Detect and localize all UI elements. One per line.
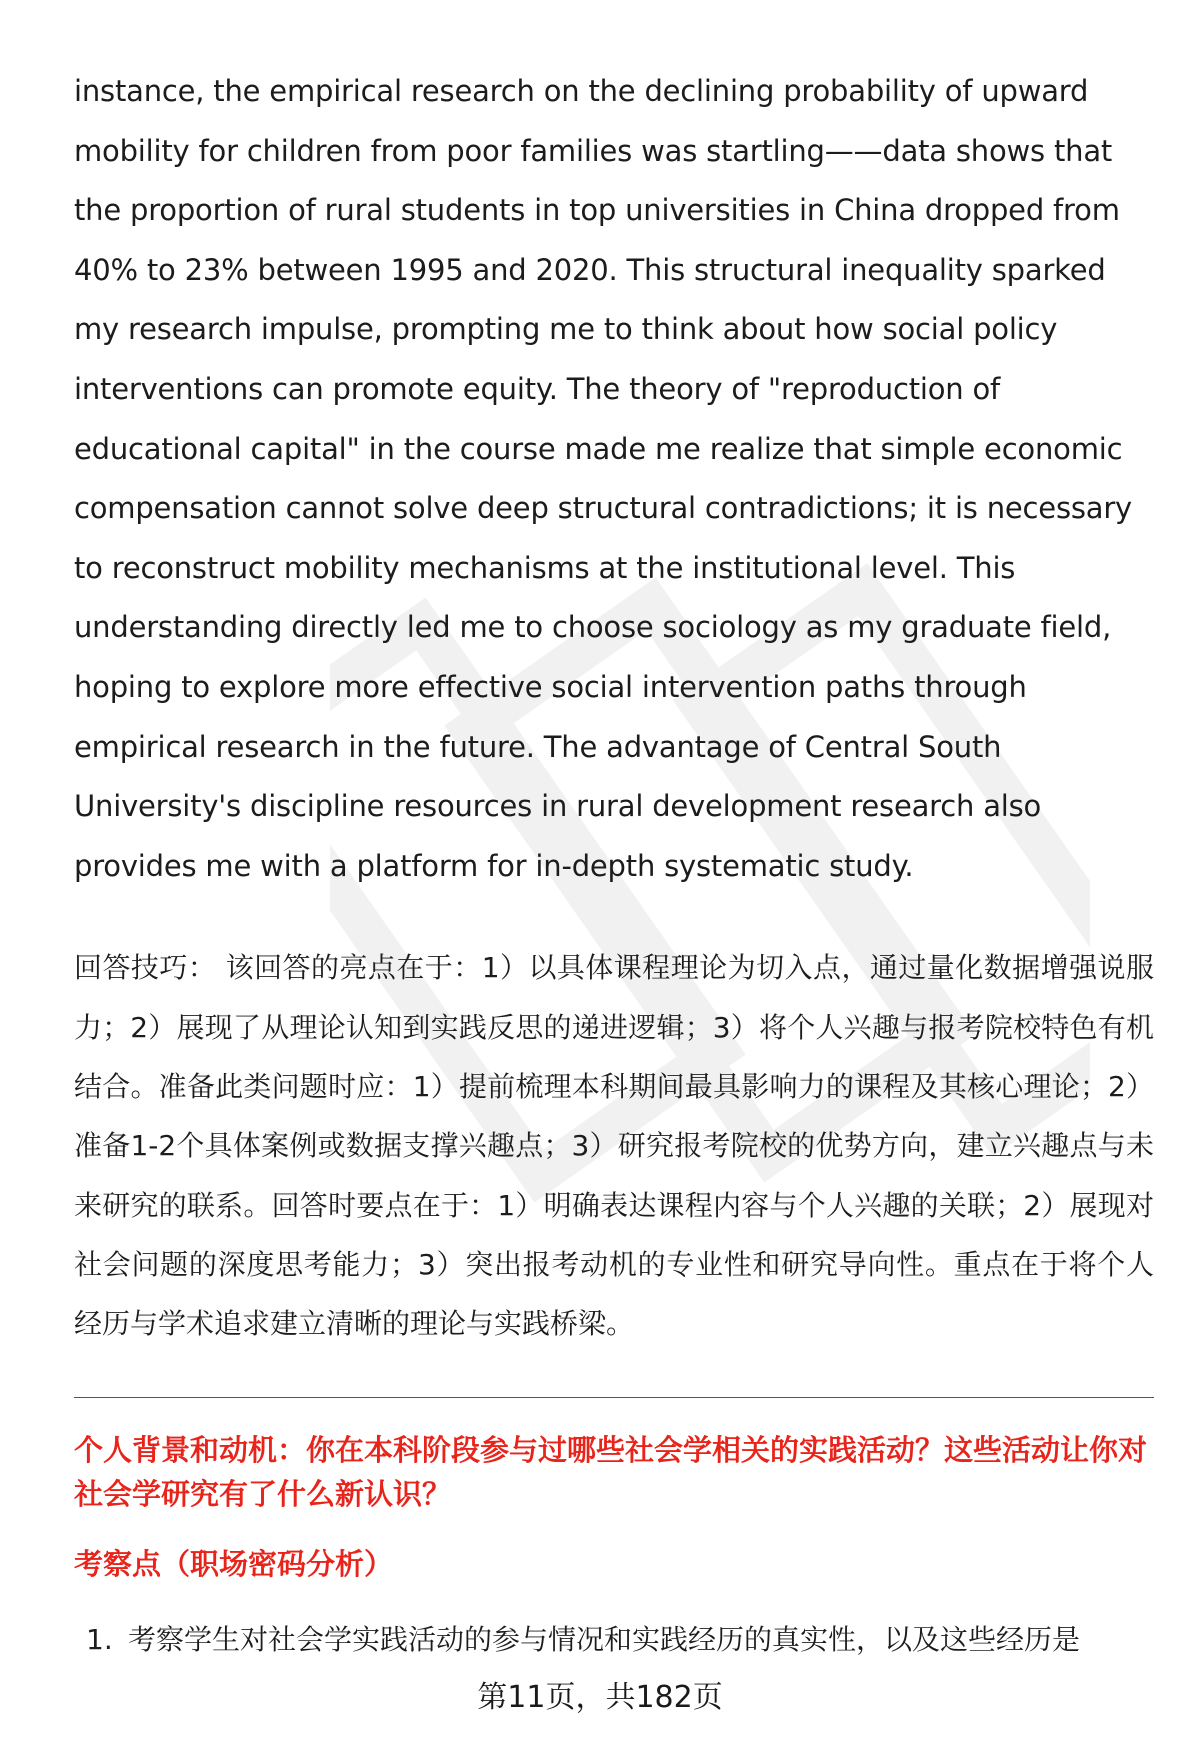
question-heading: 个人背景和动机：你在本科阶段参与过哪些社会学相关的实践活动？这些活动让你对社会学研究有了什么新认识？: [74, 1433, 1148, 1512]
page-number: 第11页，共182页: [477, 1680, 723, 1715]
section-divider: [74, 1397, 1154, 1398]
answer-paragraph: instance, the empirical research on the declining probability of upward mobility for children from poor families was startling——data shows that the proportion of rural students in top universities in China dropped from 40% to 23% between 1995 and 2020. This structural inequality sparked my research impulse, prompting me to think about how social policy interventions can promote equity. The theory of "reproduction of educational capital" in the course made me realize that simple economic compensation cannot solve deep structural contradictions; it is necessary to reconstruct mobility mechanisms at the institutional level. This understanding directly led me to choose sociology as my graduate field, hoping to explore more effective social intervention paths through empirical research in the future. The advantage of Central South University's discipline resources in rural development research also provides me with a platform for in-depth systematic study.: [74, 74, 1133, 883]
page-content: [74, 62, 1154, 1678]
list-item: [74, 1618, 1154, 1662]
assessment-heading: 考察点（职场密码分析）: [74, 1547, 394, 1582]
answer-tips-paragraph: 回答技巧： 该回答的亮点在于：1）以具体课程理论为切入点，通过量化数据增强说服力；2）展现了从理论认知到实践反思的递进逻辑；3）将个人兴趣与报考院校特色有机结合。准备此类问题时应：1）提前梳理本科期间最具影响力的课程及其核心理论；2）准备1-2个具体案例或数据支撑兴趣点；3）研究报考院校的优势方向，建立兴趣点与未来研究的联系。回答时要点在于：1）明确表达课程内容与个人兴趣的关联；2）展现对社会问题的深度思考能力；3）突出报考动机的专业性和研究导向性。重点在于将个人经历与学术追求建立清晰的理论与实践桥梁。: [74, 951, 1154, 1341]
assessment-list: [74, 1618, 1154, 1662]
list-item-text: 考察学生对社会学实践活动的参与情况和实践经历的真实性，以及这些经历是: [128, 1623, 1081, 1657]
list-item-number: 1.: [86, 1623, 113, 1657]
